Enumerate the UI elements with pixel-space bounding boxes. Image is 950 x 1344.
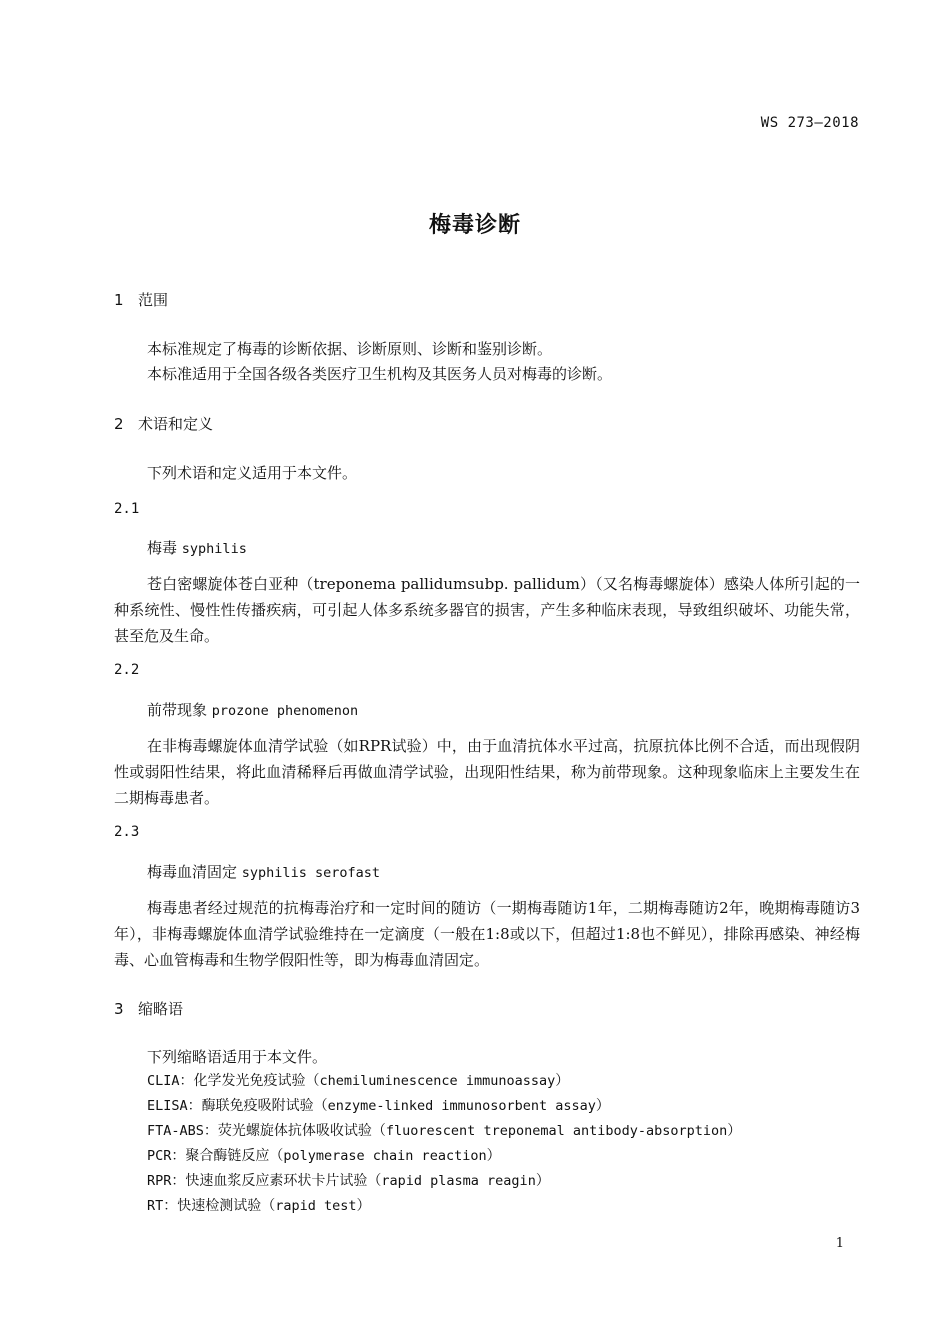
abbreviation-en: rapid plasma reagin [381,1173,536,1189]
abbreviation: ELISA [147,1098,188,1114]
section-number: 3 [114,1000,124,1018]
term-heading [147,537,247,558]
terms-intro: 下列术语和定义适用于本文件。 [147,464,358,482]
term-zh: 前带现象 [147,701,208,719]
abbreviation-item: FTA-ABS：荧光螺旋体抗体吸收试验（fluorescent treponemal antibody-absorption） [147,1123,742,1139]
abbreviation-en: fluorescent treponemal antibody-absorption [385,1123,728,1139]
term-number: 2.3 [114,824,140,840]
abbreviation: RT [147,1198,164,1214]
term-definition: 苍白密螺旋体苍白亚种（treponema pallidumsubp. pallidum）（又名梅毒螺旋体）感染人体所引起的一种系统性、慢性性传播疾病，可引起人体多系统多器官的损害，产生多种临床表现，导致组织破坏、功能失常，甚至危及生命。 [114,575,860,645]
term-en: syphilis serofast [241,865,380,881]
standard-code: WS 273—2018 [760,115,859,131]
scope-paragraph-1: 本标准规定了梅毒的诊断依据、诊断原则、诊断和鉴别诊断。 [147,340,553,358]
term-number: 2.1 [114,501,140,517]
term-en: syphilis [181,541,247,557]
section-heading-scope [114,289,168,310]
abbreviation-zh: 快速检测试验 [177,1198,262,1214]
section-title: 术语和定义 [138,415,214,433]
document-title: 梅毒诊断 [428,213,521,238]
abbreviation: FTA-ABS [147,1123,204,1139]
abbreviation-en: polymerase chain reaction [283,1148,487,1164]
section-number: 2 [114,415,124,433]
term-zh: 梅毒 [147,539,178,557]
abbreviation-en: chemiluminescence immunoassay [319,1073,556,1089]
abbreviation: RPR [147,1173,172,1189]
section-heading-abbreviations [114,998,183,1019]
page-number: 1 [835,1236,844,1251]
term-heading [147,699,358,720]
section-heading-terms [114,413,213,434]
abbreviation-item: ELISA：酶联免疫吸附试验（enzyme-linked immunosorbent assay） [147,1098,610,1114]
term-definition: 在非梅毒螺旋体血清学试验（如RPR试验）中，由于血清抗体水平过高，抗原抗体比例不合适，而出现假阴性或弱阳性结果，将此血清稀释后再做血清学试验，出现阳性结果，称为前带现象。这种现象临床上主要发生在二期梅毒患者。 [114,737,860,807]
abbreviation-zh: 化学发光免疫试验 [193,1073,306,1089]
term-heading [147,861,380,882]
abbreviation-en: rapid test [275,1198,357,1214]
abbreviation-zh: 聚合酶链反应 [185,1148,270,1164]
scope-paragraph-2: 本标准适用于全国各级各类医疗卫生机构及其医务人员对梅毒的诊断。 [147,365,613,383]
term-zh: 梅毒血清固定 [147,863,238,881]
abbreviation-list [147,1069,741,1219]
abbreviations-intro: 下列缩略语适用于本文件。 [147,1048,328,1066]
abbreviation: PCR [147,1148,172,1164]
section-title: 缩略语 [138,1000,184,1018]
term-definition: 梅毒患者经过规范的抗梅毒治疗和一定时间的随访（一期梅毒随访1年，二期梅毒随访2年，晚期梅毒随访3年），非梅毒螺旋体血清学试验维持在一定滴度（一般在1:8或以下，但超过1:8也不鲜见），排除再感染、神经梅毒、心血管梅毒和生物学假阳性等，即为梅毒血清固定。 [114,899,860,969]
abbreviation-item: RT：快速检测试验（rapid test） [147,1198,371,1214]
abbreviation-item: CLIA：化学发光免疫试验（chemiluminescence immunoassay） [147,1073,570,1089]
abbreviation-item: RPR：快速血浆反应素环状卡片试验（rapid plasma reagin） [147,1173,550,1189]
abbreviation-item: PCR：聚合酶链反应（polymerase chain reaction） [147,1148,501,1164]
abbreviation-zh: 快速血浆反应素环状卡片试验 [185,1173,368,1189]
abbreviation: CLIA [147,1073,180,1089]
section-number: 1 [114,291,124,309]
term-en: prozone phenomenon [211,703,359,719]
section-title: 范围 [138,291,169,309]
abbreviation-zh: 酶联免疫吸附试验 [201,1098,314,1114]
term-number: 2.2 [114,662,140,678]
abbreviation-en: enzyme-linked immunosorbent assay [327,1098,596,1114]
abbreviation-zh: 荧光螺旋体抗体吸收试验 [217,1123,372,1139]
